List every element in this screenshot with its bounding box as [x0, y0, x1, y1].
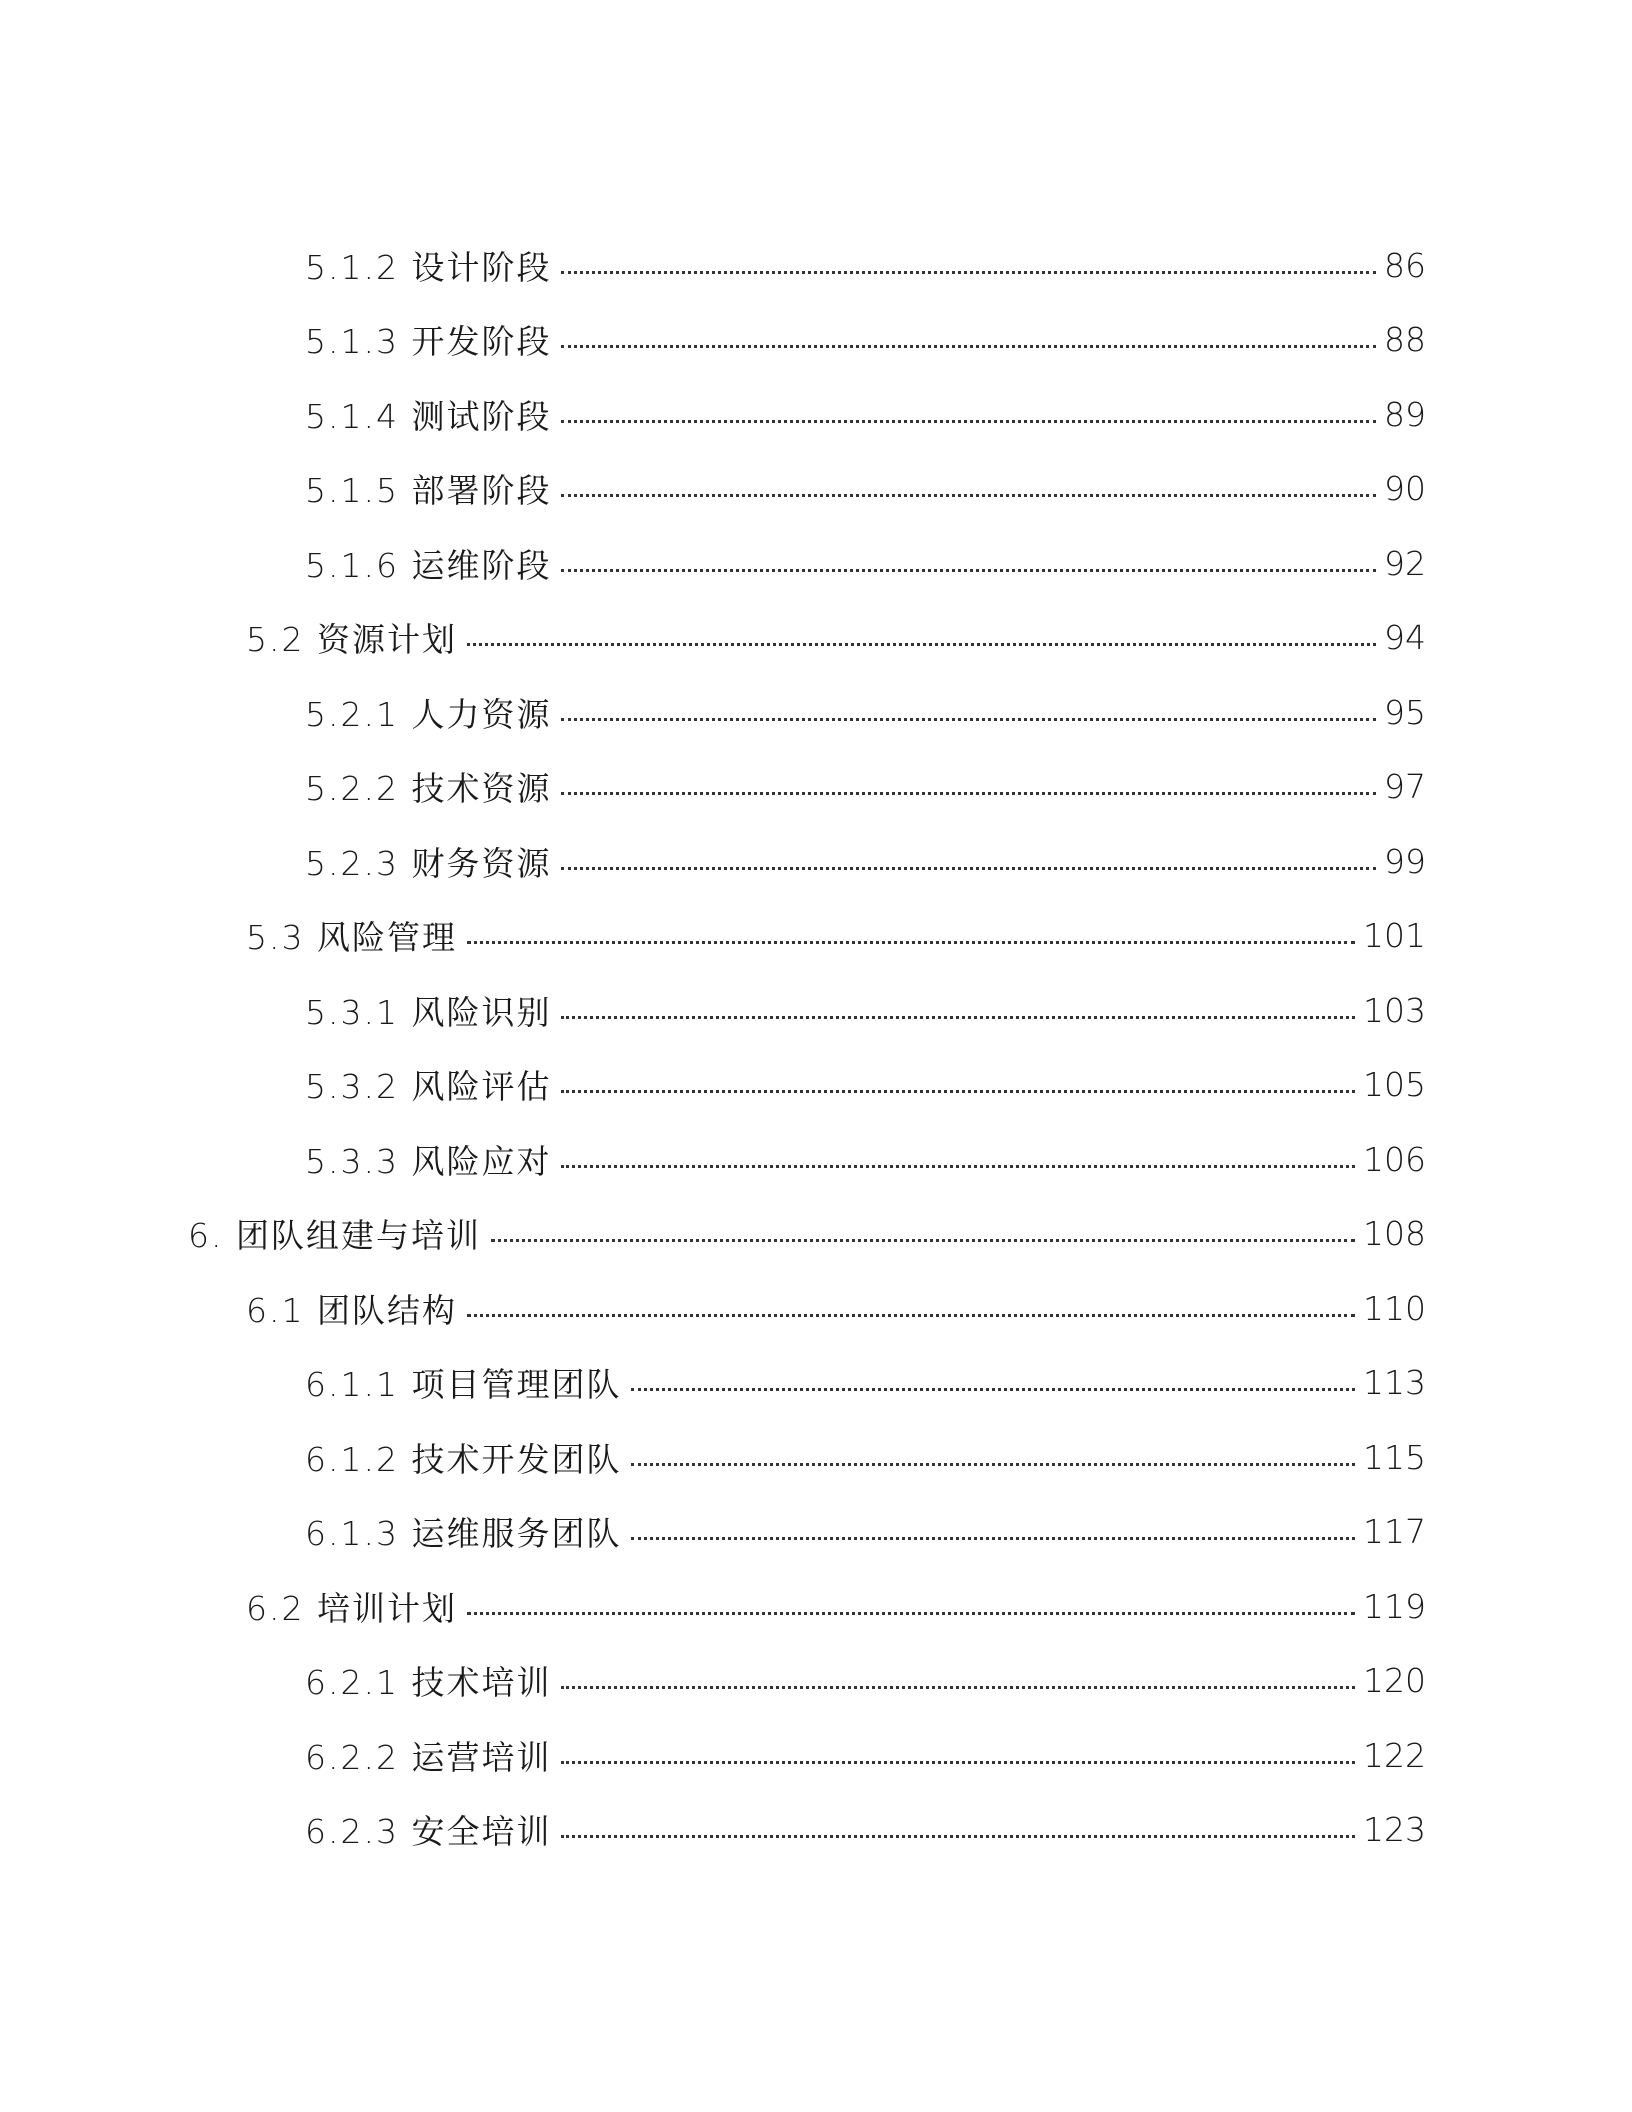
toc-entry-page: 120: [1363, 1661, 1426, 1701]
toc-entry[interactable]: [0, 973, 1632, 1048]
toc-leader-dots: [561, 792, 1376, 795]
toc-leader-dots: [561, 1686, 1355, 1689]
toc-leader-dots: [561, 718, 1376, 721]
toc-leader-dots: [561, 1165, 1355, 1168]
toc-entry[interactable]: [0, 526, 1632, 601]
toc-entry-page: 101: [1363, 916, 1426, 956]
toc-entry[interactable]: [0, 452, 1632, 527]
toc-entry[interactable]: [0, 601, 1632, 676]
toc-entry-page: 97: [1384, 767, 1426, 807]
toc-entry-page: 105: [1363, 1065, 1426, 1105]
toc-leader-dots: [467, 1612, 1355, 1615]
toc-entry-page: 122: [1363, 1735, 1426, 1775]
toc-entry-title: 5.2.2 技术资源: [305, 769, 552, 809]
toc-entry-title: 6.1.1 项目管理团队: [305, 1365, 622, 1405]
toc-leader-dots: [561, 271, 1376, 274]
toc-entry[interactable]: [0, 228, 1632, 303]
toc-leader-dots: [561, 345, 1376, 348]
toc-entry-title: 6.1.2 技术开发团队: [305, 1439, 622, 1479]
toc-entry-page: 106: [1363, 1139, 1426, 1179]
toc-entry-page: 117: [1363, 1512, 1426, 1552]
toc-entry[interactable]: [0, 1718, 1632, 1793]
toc-entry-page: 95: [1384, 692, 1426, 732]
toc-entry-title: 6.2.1 技术培训: [305, 1663, 552, 1703]
toc-entry-page: 119: [1363, 1586, 1426, 1626]
toc-leader-dots: [491, 1239, 1355, 1242]
toc-leader-dots: [467, 1314, 1355, 1317]
toc-entry-title: 6.2.3 安全培训: [305, 1812, 552, 1852]
toc-entry[interactable]: [0, 899, 1632, 974]
toc-entry-title: 5.1.2 设计阶段: [305, 247, 552, 287]
toc-entry-page: 89: [1384, 394, 1426, 434]
toc-leader-dots: [561, 1835, 1355, 1838]
toc-entry[interactable]: [0, 1495, 1632, 1570]
toc-leader-dots: [561, 1090, 1355, 1093]
toc-entry[interactable]: [0, 750, 1632, 825]
toc-entry-title: 5.2.1 人力资源: [305, 694, 552, 734]
toc-entry-title: 5.3.2 风险评估: [305, 1067, 552, 1107]
toc-entry-title: 6.2 培训计划: [246, 1588, 457, 1628]
toc-entry[interactable]: [0, 675, 1632, 750]
toc-entry[interactable]: [0, 1420, 1632, 1495]
toc-entry-title: 6.1 团队结构: [246, 1290, 457, 1330]
toc-leader-dots: [631, 1463, 1355, 1466]
toc-entry-page: 103: [1363, 990, 1426, 1030]
toc-entry-title: 6. 团队组建与培训: [188, 1216, 481, 1256]
toc-entry-page: 88: [1384, 320, 1426, 360]
toc-entry[interactable]: [0, 1346, 1632, 1421]
toc-entry-title: 5.1.3 开发阶段: [305, 322, 552, 362]
toc-leader-dots: [561, 1016, 1355, 1019]
toc-entry-page: 108: [1363, 1214, 1426, 1254]
toc-leader-dots: [561, 494, 1376, 497]
toc-entry-page: 110: [1363, 1288, 1426, 1328]
toc-entry-title: 5.3 风险管理: [246, 918, 457, 958]
toc-entry[interactable]: [0, 1122, 1632, 1197]
toc-leader-dots: [467, 941, 1355, 944]
toc-entry-title: 5.2 资源计划: [246, 620, 457, 660]
toc-leader-dots: [561, 867, 1376, 870]
toc-entry[interactable]: [0, 824, 1632, 899]
toc-entry-page: 123: [1363, 1810, 1426, 1850]
toc-entry[interactable]: [0, 1644, 1632, 1719]
toc-entry-title: 6.1.3 运维服务团队: [305, 1514, 622, 1554]
toc-entry-title: 5.1.5 部署阶段: [305, 471, 552, 511]
toc-entry-title: 5.3.1 风险识别: [305, 992, 552, 1032]
toc-entry-title: 5.2.3 财务资源: [305, 843, 552, 883]
toc-entry[interactable]: [0, 1048, 1632, 1123]
toc-entry-page: 99: [1384, 841, 1426, 881]
table-of-contents: [0, 228, 1632, 1867]
toc-entry-title: 5.1.6 运维阶段: [305, 545, 552, 585]
toc-leader-dots: [561, 1761, 1355, 1764]
toc-entry-page: 90: [1384, 469, 1426, 509]
toc-leader-dots: [631, 1537, 1355, 1540]
toc-entry[interactable]: [0, 1569, 1632, 1644]
toc-leader-dots: [561, 420, 1376, 423]
toc-leader-dots: [631, 1388, 1355, 1391]
toc-entry-page: 115: [1363, 1437, 1426, 1477]
toc-entry[interactable]: [0, 1793, 1632, 1868]
toc-entry-title: 6.2.2 运营培训: [305, 1737, 552, 1777]
toc-entry-page: 92: [1384, 543, 1426, 583]
toc-entry-page: 94: [1384, 618, 1426, 658]
toc-leader-dots: [561, 569, 1376, 572]
toc-entry[interactable]: [0, 1271, 1632, 1346]
toc-entry-page: 113: [1363, 1363, 1426, 1403]
toc-entry-title: 5.1.4 测试阶段: [305, 396, 552, 436]
toc-entry[interactable]: [0, 303, 1632, 378]
toc-entry[interactable]: [0, 1197, 1632, 1272]
toc-entry[interactable]: [0, 377, 1632, 452]
toc-leader-dots: [467, 643, 1376, 646]
toc-entry-title: 5.3.3 风险应对: [305, 1141, 552, 1181]
toc-entry-page: 86: [1384, 245, 1426, 285]
